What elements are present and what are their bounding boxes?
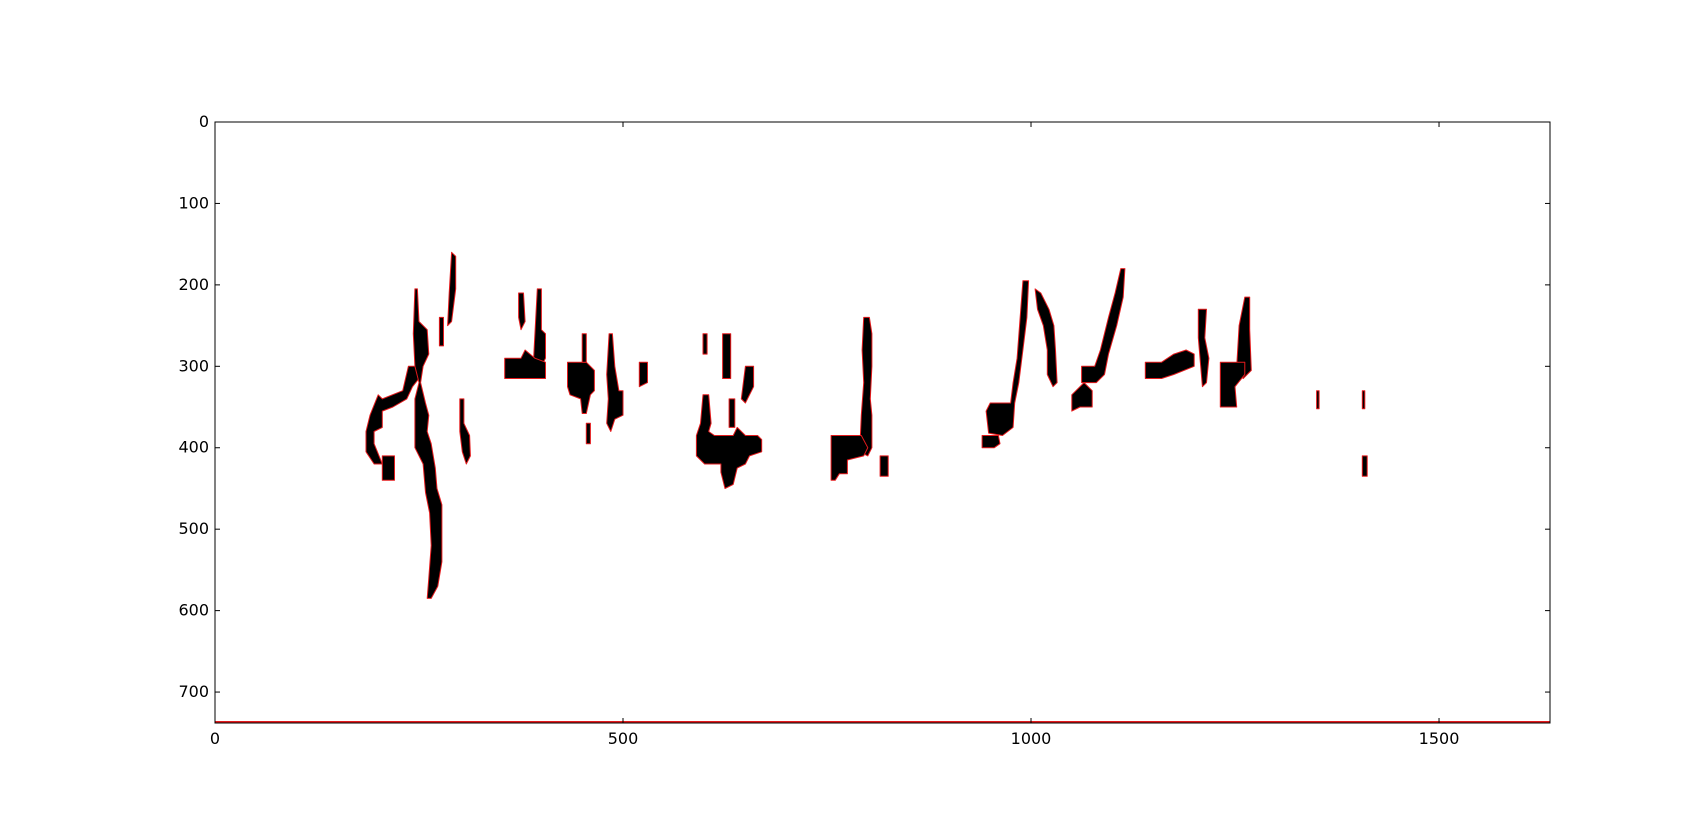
y-tick-label: 500 (178, 519, 209, 539)
region-stroke-3-dot (586, 423, 590, 443)
region-stroke-11-tick-b (1362, 391, 1365, 409)
y-tick-label: 0 (198, 112, 209, 131)
y-tick-label: 700 (178, 682, 209, 702)
y-tick-label: 200 (178, 274, 209, 294)
region-stroke-1-small-bar (439, 317, 443, 346)
region-stroke-11-tick-c (1362, 456, 1367, 476)
region-stroke-5-inner-bar (729, 399, 735, 428)
y-tick-label: 400 (178, 437, 209, 457)
region-stroke-5-small-bar (703, 334, 707, 354)
x-tick-label: 1000 (1010, 729, 1052, 748)
y-tick-label: 600 (178, 600, 209, 620)
region-stroke-11-tick-a (1317, 391, 1320, 409)
region-stroke-1-left-foot (382, 456, 394, 480)
region-stroke-5-pillar (723, 334, 731, 379)
region-stroke-7-base (982, 436, 1000, 448)
x-tick-label: 500 (607, 729, 639, 748)
region-stroke-2-pillar-left (519, 293, 526, 330)
region-stroke-4-tab (639, 362, 647, 387)
region-stroke-6-dot (880, 456, 888, 476)
x-tick-label: 0 (209, 729, 221, 748)
y-tick-label: 100 (178, 193, 209, 213)
region-stroke-3-stem (582, 334, 586, 363)
y-tick-label: 300 (178, 356, 209, 376)
x-tick-label: 1500 (1418, 729, 1460, 748)
